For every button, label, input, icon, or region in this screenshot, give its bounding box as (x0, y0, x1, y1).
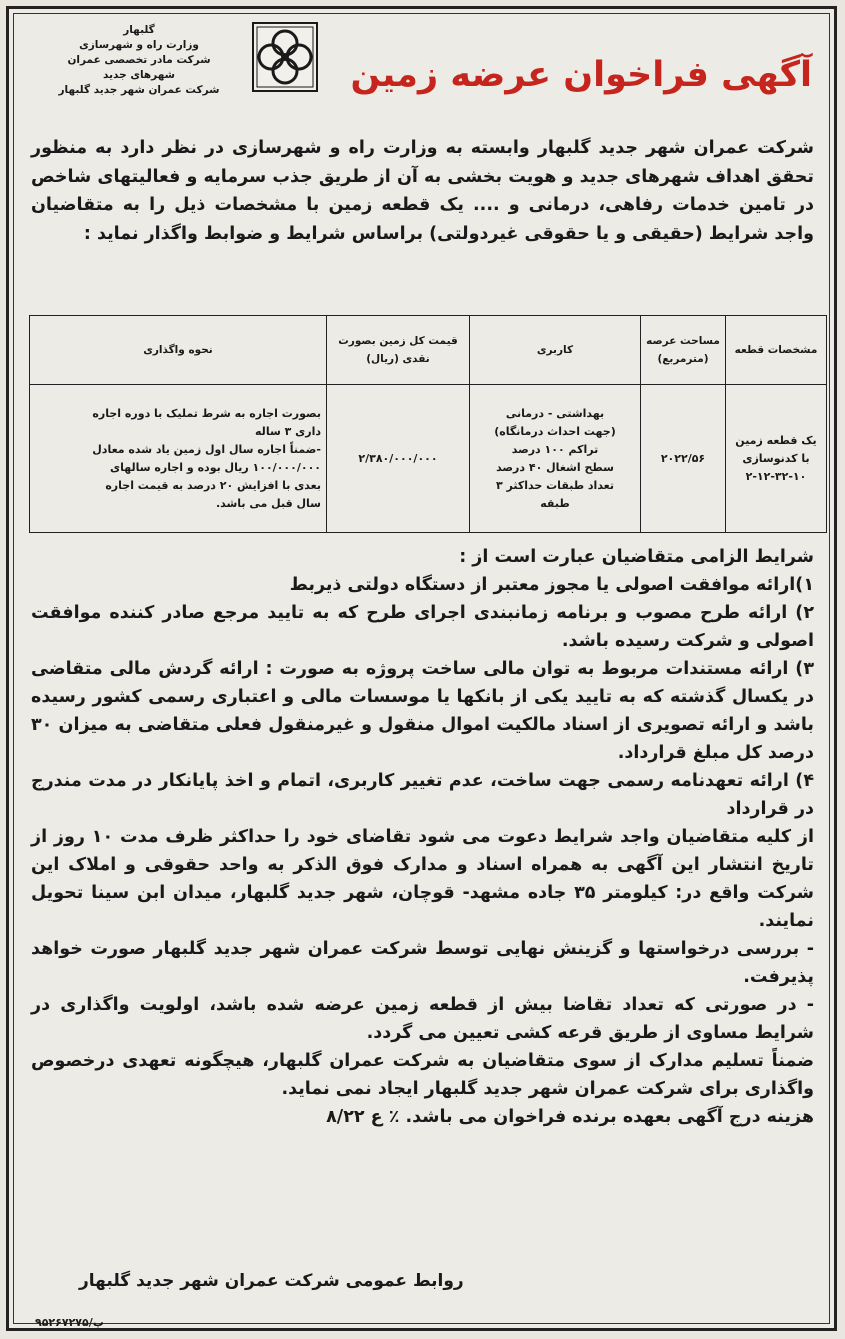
condition-line: هزینه درج آگهی بعهده برنده فراخوان می باشد. ٪ ع ۸/۲۲ (326, 1107, 814, 1127)
cell-usage: بهداشتی - درمانی (جهت احداث درمانگاه) تراکم ۱۰۰ درصد سطح اشغال ۴۰ درصد تعداد طبقات حداکثر ۳ طبقه (470, 385, 641, 533)
condition-line: ۲) ارائه طرح مصوب و برنامه زمانبندی اجرای طرح که به تایید مرجع صادر کننده موافقت اصولی و شرکت رسیده باشد. (31, 603, 814, 651)
header-price: قیمت کل زمین بصورت نقدی (ریال) (327, 316, 470, 385)
table-header-row (30, 316, 827, 385)
header-usage: کاربری (470, 316, 641, 385)
condition-line: از کلیه متقاضیان واجد شرایط دعوت می شود تقاضای خود را حداکثر ظرف مدت ۱۰ روز از تاریخ انتشار این آگهی به همراه اسناد و مدارک فوق الذکر به واحد حقوقی و املاک این شرکت واقع در: کیلومتر ۳۵ جاده مشهد- قوچان، شهر جدید گلبهار، میدان ابن سینا تحویل نمایند. (31, 827, 814, 931)
org-line: وزارت راه و شهرسازی (79, 39, 199, 51)
header-method: نحوه واگذاری (30, 316, 327, 385)
conditions-section (31, 543, 814, 1131)
condition-line: ۳) ارائه مستندات مربوط به توان مالی ساخت پروژه به صورت : ارائه گردش مالی متقاضی در یکسال گذشته که به تایید یکی از بانکها یا موسسات مالی و اعتباری رسمی کشور رسیده باشد و ارائه تصویری از اسناد مالکیت اموال منقول و غیرمنقول فعلی متقاضی به میزان ۳۰ درصد کل مبلغ قرارداد. (31, 659, 814, 763)
condition-line: - در صورتی که تعداد تقاضا بیش از قطعه زمین عرضه شده باشد، اولویت واگذاری در شرایط مساوی از طریق قرعه کشی تعیین می گردد. (31, 995, 814, 1043)
org-line: گلبهار (123, 24, 155, 36)
signature: روابط عمومی شرکت عمران شهر جدید گلبهار (79, 1271, 464, 1291)
condition-line: ۱)ارائه موافقت اصولی یا مجوز معتبر از دستگاه دولتی ذیربط (289, 575, 814, 595)
condition-line: ۴) ارائه تعهدنامه رسمی جهت ساخت، عدم تغییر کاربری، اتمام و اخذ پایانکار در مدت مندرج در قرارداد (31, 771, 814, 819)
clover-logo-icon (251, 21, 319, 93)
notice-title: آگهی فراخوان عرضه زمین (350, 55, 812, 95)
table-row (30, 385, 827, 533)
cell-price: ۲/۳۸۰/۰۰۰/۰۰۰ (327, 385, 470, 533)
header-spec: مشخصات قطعه (726, 316, 827, 385)
condition-line: - بررسی درخواستها و گزینش نهایی توسط شرکت عمران شهر جدید گلبهار صورت خواهد پذیرفت. (31, 939, 814, 987)
org-line: شرکت عمران شهر جدید گلبهار (58, 84, 220, 96)
notice-page (6, 6, 837, 1331)
header-area: مساحت عرصه (مترمربع) (641, 316, 726, 385)
organization-block (49, 23, 229, 98)
intro-paragraph: شرکت عمران شهر جدید گلبهار وابسته به وزارت راه و شهرسازی در نظر دارد به منظور تحقق اهداف شهرهای جدید و هویت بخشی به آن از طریق جذب سرمایه و فعالیتهای شاخص در تامین خدمات رفاهی، درمانی و .... یک قطعه زمین با مشخصات ذیل را به متقاضیان واجد شرایط (حقیقی و یا حقوقی غیردولتی) براساس شرایط و ضوابط واگذار نماید : (31, 138, 814, 244)
reference-code: ۹۵۲۶۷۲۷۵/پ (35, 1316, 104, 1329)
org-line: شرکت مادر تخصصی عمران شهرهای جدید (67, 54, 211, 81)
cell-method: بصورت اجاره به شرط تملیک با دوره اجاره داری ۳ ساله -ضمناً اجاره سال اول زمین یاد شده معادل ۱۰۰/۰۰۰/۰۰۰ ریال بوده و اجاره سالهای بعدی با افزایش ۲۰ درصد به قیمت اجاره سال قبل می باشد. (30, 385, 327, 533)
cell-area: ۲۰۲۲/۵۶ (641, 385, 726, 533)
condition-line: شرایط الزامی متقاضیان عبارت است از : (459, 547, 814, 567)
cell-spec: یک قطعه زمین با کدنوسازی ۲-۱۲-۳۲-۱۰ (726, 385, 827, 533)
land-spec-table (29, 315, 827, 533)
condition-line: ضمناً تسلیم مدارک از سوی متقاضیان به شرکت عمران گلبهار، هیچگونه تعهدی درخصوص واگذاری برای شرکت عمران شهر جدید گلبهار ایجاد نمی نماید. (31, 1051, 814, 1099)
